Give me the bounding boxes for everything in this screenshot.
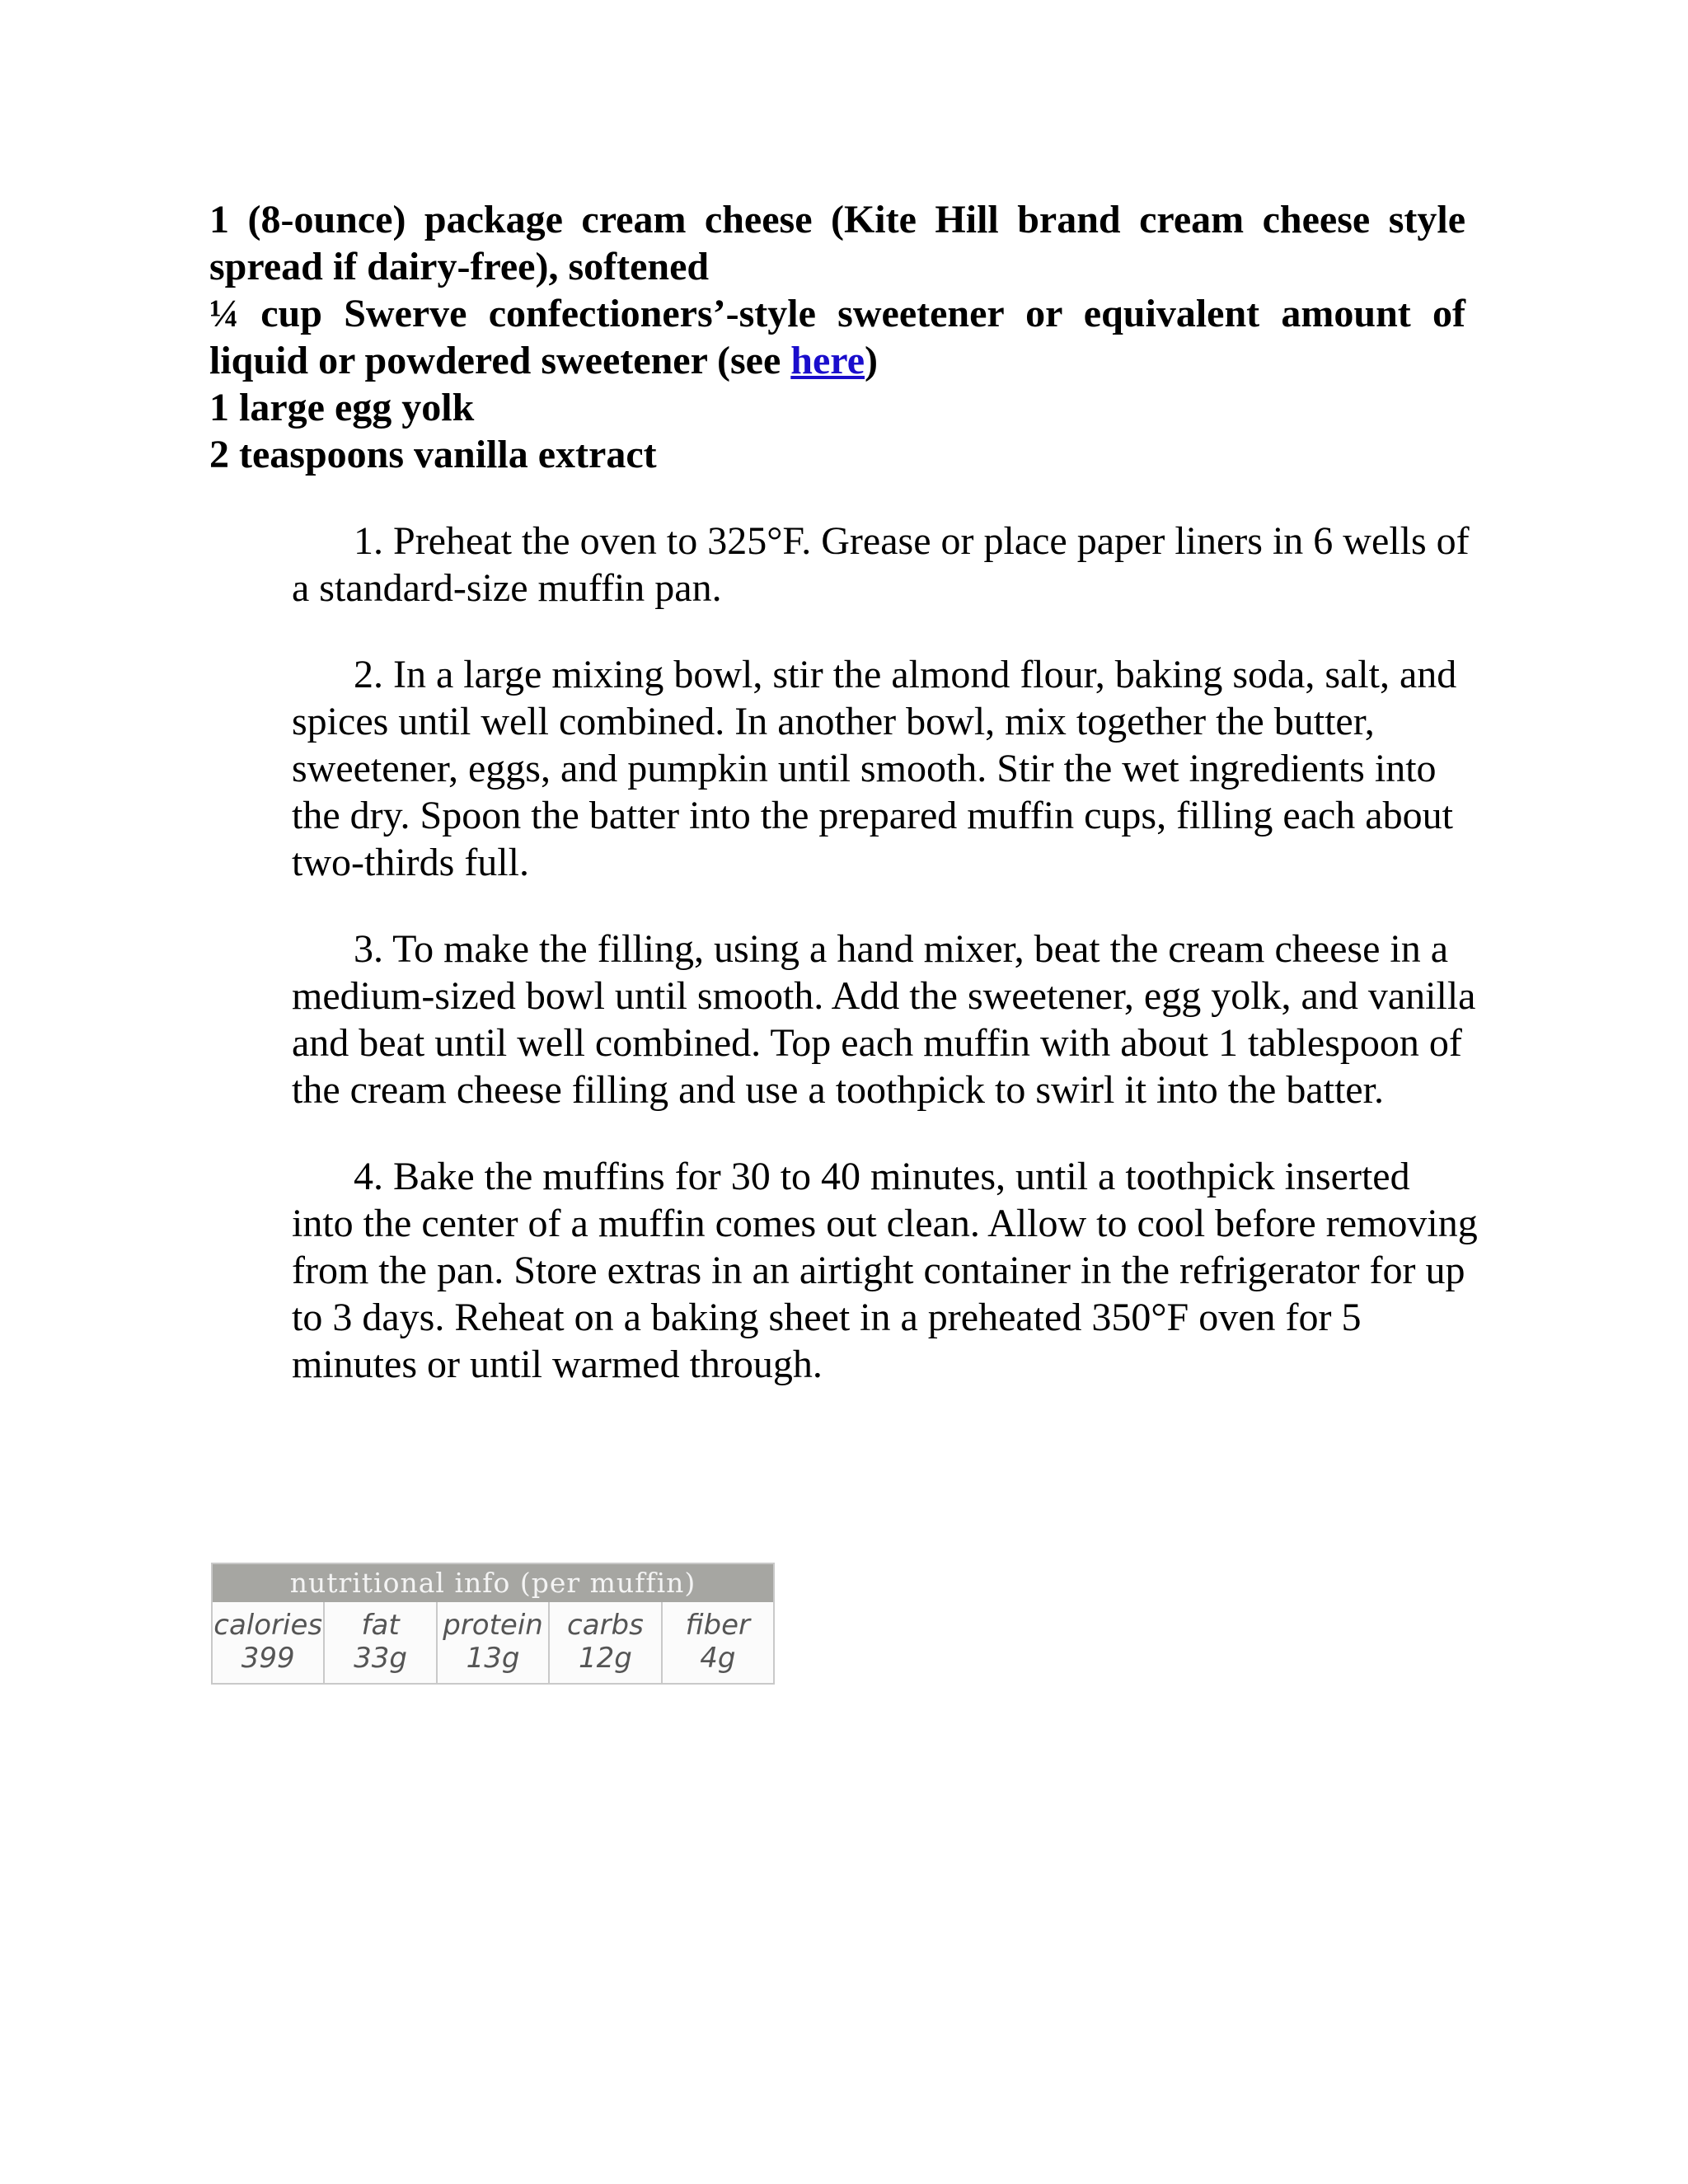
nutrition-cell-carbs	[550, 1602, 662, 1683]
nutrition-row	[213, 1602, 773, 1683]
nutrition-label: fat	[361, 1609, 400, 1642]
nutrition-label: fiber	[685, 1609, 751, 1642]
instructions	[292, 518, 1479, 1427]
nutrition-label: protein	[443, 1609, 543, 1642]
step-3: 3. To make the filling, using a hand mixer, beat the cream cheese in a medium-sized bowl until smooth. Add the sweetener, egg yolk, and vanilla and beat until well combined. Top each muffin with about 1 tablespoon of the cream cheese filling and use a toothpick to swirl it into the batter.	[292, 927, 1476, 1112]
nutrition-value: 399	[241, 1642, 295, 1675]
nutrition-value: 33g	[354, 1642, 408, 1675]
step-2: 2. In a large mixing bowl, stir the almond flour, baking soda, salt, and spices until well combined. In another bowl, mix together the butter, sweetener, eggs, and pumpkin until smooth. Stir the wet ingredients into the dry. Spoon the batter into the prepared muffin cups, filling each about two-thirds full.	[292, 653, 1457, 884]
ingredient-sweetener-close: )	[865, 339, 879, 382]
nutrition-cell-calories	[213, 1602, 325, 1683]
nutrition-cell-fat	[325, 1602, 437, 1683]
here-link[interactable]: here	[790, 339, 865, 382]
nutrition-label: calories	[213, 1609, 323, 1642]
nutrition-value: 13g	[466, 1642, 520, 1675]
ingredient-cream-cheese: 1 (8-ounce) package cream cheese (Kite Hill brand cream cheese style spread if dairy-free), softened	[209, 198, 1465, 288]
nutrition-cell-fiber	[663, 1602, 773, 1683]
nutrition-value: 4g	[700, 1642, 736, 1675]
ingredient-vanilla: 2 teaspoons vanilla extract	[209, 433, 657, 476]
ingredient-sweetener	[209, 290, 1465, 384]
nutrition-label: carbs	[567, 1609, 644, 1642]
step-4: 4. Bake the muffins for 30 to 40 minutes, until a toothpick inserted into the center of a muffin comes out clean. Allow to cool before removing from the pan. Store extras in an airtight container in the refrigerator for up to 3 days. Reheat on a baking sheet in a preheated 350°F oven for 5 minutes or until warmed through.	[292, 1155, 1478, 1386]
step-1: 1. Preheat the oven to 325°F. Grease or place paper liners in 6 wells of a standard-size muffin pan.	[292, 519, 1470, 610]
nutrition-cell-protein	[438, 1602, 550, 1683]
ingredients-list	[209, 196, 1465, 478]
nutrition-title: nutritional info (per muffin)	[213, 1564, 773, 1602]
ingredient-egg-yolk: 1 large egg yolk	[209, 386, 475, 429]
ingredient-sweetener-text: ¼ cup Swerve confectioners’-style sweetener or equivalent amount of liquid or powdered sweetener (see	[209, 292, 1465, 382]
nutrition-value: 12g	[578, 1642, 632, 1675]
nutrition-table	[211, 1563, 775, 1685]
